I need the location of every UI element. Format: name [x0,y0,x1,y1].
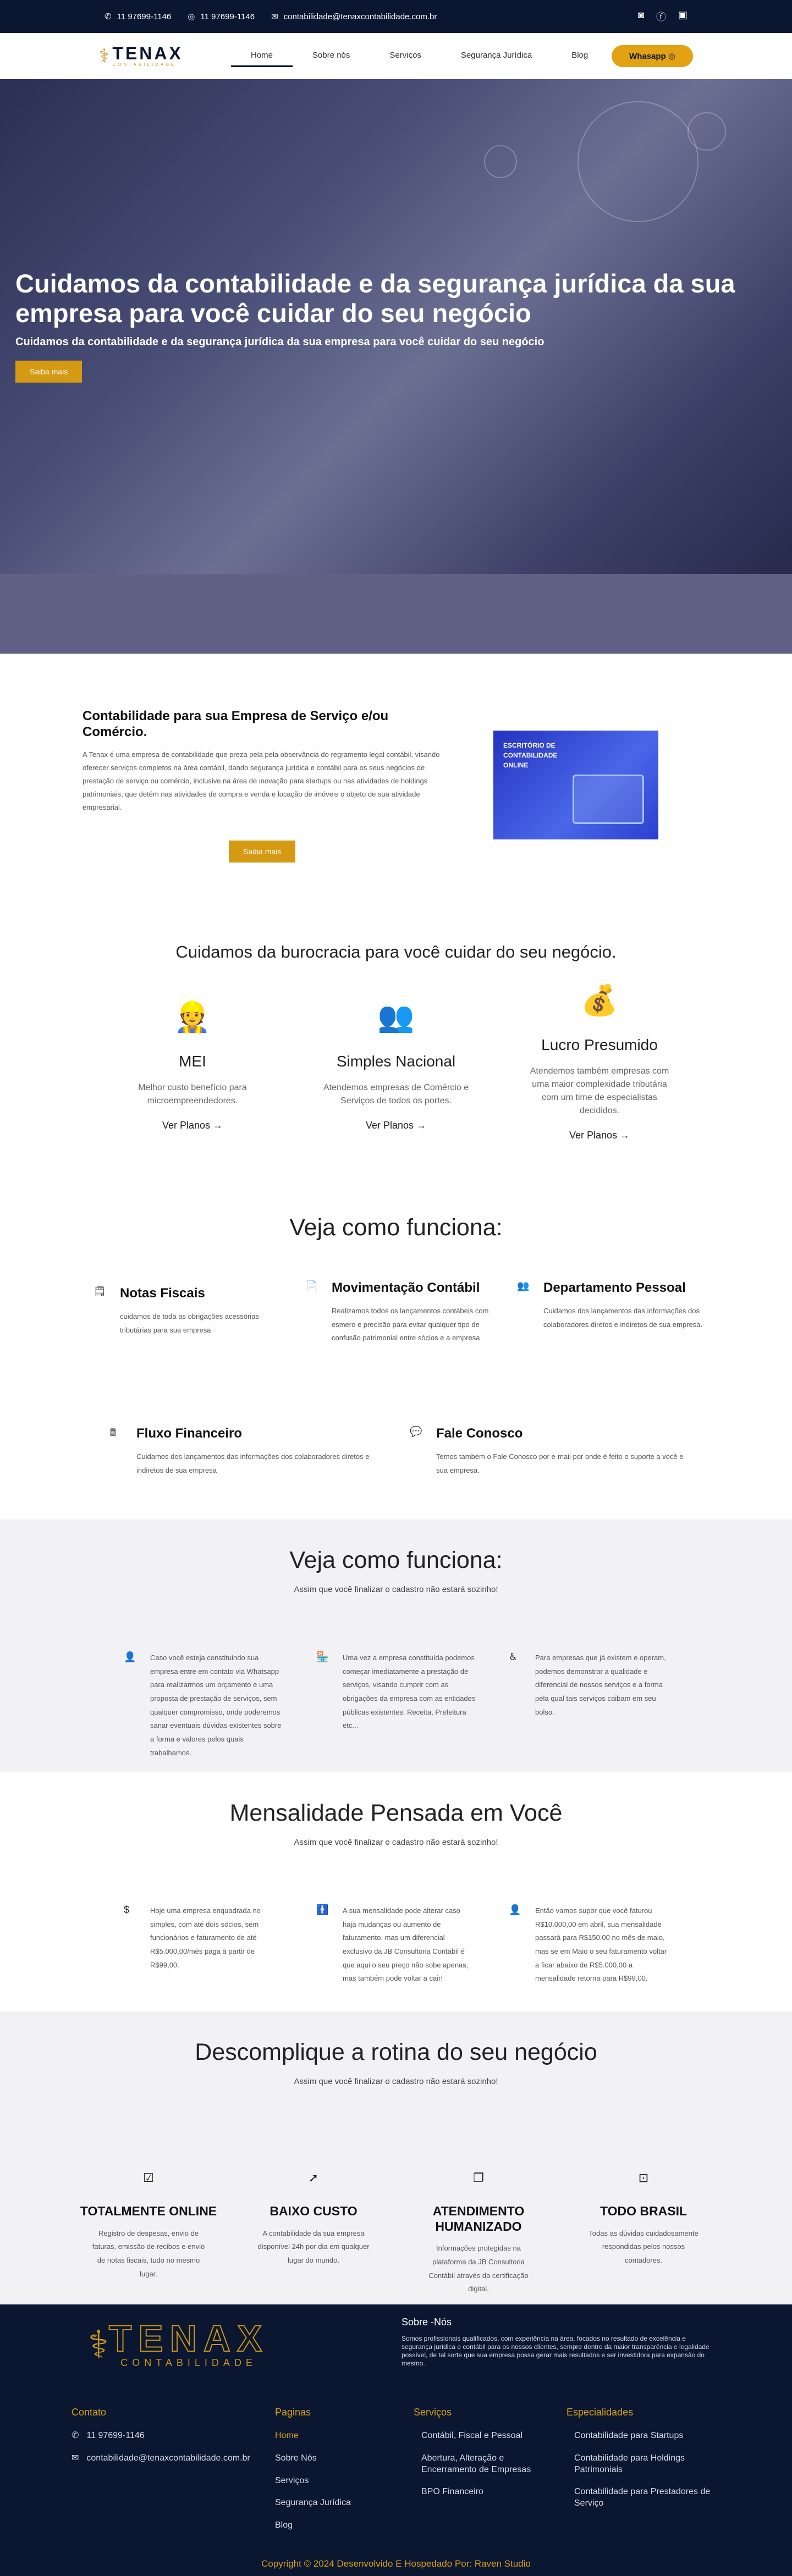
footer-especialidades [566,2407,726,2520]
rotina-item-title: BAIXO CUSTO [270,2204,358,2218]
caduceus-icon: ⚕ [88,2323,109,2366]
hero-saiba-mais-button[interactable]: Saiba mais [15,361,82,383]
plano-text: Atendemos empresas de Comércio e Serviços de todos os portes. [323,1083,469,1105]
footer-servico-link[interactable]: BPO Financeiro [421,2487,483,2497]
about-illustration [493,731,658,839]
feature-text: Cuidamos dos lançamentos das informações dos colaboradores diretos e indiretos de sua empresa. [543,1307,703,1329]
rotina-item [74,2171,223,2296]
feature-fluxo [110,1426,385,1477]
main-nav [0,33,792,79]
nav-menu [231,45,608,67]
rotina-item [569,2171,718,2296]
footer-phone[interactable] [72,2430,280,2442]
about-saiba-mais-button[interactable]: Saiba mais [229,841,295,863]
cadastro-item [124,1651,283,1760]
rotina-item-text: Registro de despesas, envio de faturas, emissão de recibos e envio de notas fiscais, tudo no mesmo lugar. [92,2229,205,2278]
feature-notas-fiscais [94,1286,280,1337]
rotina-list [0,2171,792,2296]
mensalidade-item [124,1904,283,1986]
footer-phone-text: 11 97699-1146 [86,2431,145,2440]
cursor-icon: ➚ [308,2171,319,2185]
mensalidade-list [0,1904,792,1986]
logo-sub: CONTABILIDADE [112,62,177,67]
envelope-icon: ✉ [72,2453,79,2463]
hero-decoration [484,145,517,178]
footer-servicos [414,2407,540,2509]
logo-name: TENAX [112,43,183,63]
about-title: Contabilidade para sua Empresa de Serviço e/ou Comércio. [82,709,389,739]
mensalidade-item-text: Então vamos supor que você faturou R$10.000,00 em abril, sua mensalidade passará para R$150,00 no mês de maio, mas se em Maio o seu faturamento voltar a ficar abaixo de R$5.000,00 a mensalidade retorna para R$99,00. [535,1906,667,1983]
feature-text: Temos também o Fale Conosco por e-mail por onde é feito o suporte a você e sua empresa. [436,1452,684,1474]
rotina-section [0,2011,792,2304]
note-icon: 🗒 [94,1286,106,1297]
footer-especialidades-title: Especialidades [566,2407,634,2418]
footer-link-blog[interactable]: Blog [275,2520,293,2530]
laptop-icon [573,775,644,824]
topbar-phone[interactable] [105,12,171,21]
whatsapp-icon: ◎ [668,51,675,61]
footer-servico-link[interactable]: Abertura, Alteração e Encerramento de Empresas [421,2453,531,2474]
feature-text: cuidamos de toda as obrigações acessórias tributárias para sua empresa [120,1312,259,1334]
nav-item-servicos[interactable]: Serviços [389,50,421,60]
phone-icon: ✆ [105,12,112,21]
dollar-icon: $ [124,1904,130,1915]
plano-card-lucro [509,983,690,1141]
funciona-section [0,1214,792,1519]
rotina-title: Descomplique a rotina do seu negócio [195,2039,597,2065]
feature-title: Fale Conosco [436,1426,523,1441]
plano-text: Atendemos também empresas com uma maior complexidade tributária com um time de especialistas decididos. [530,1066,669,1115]
footer [0,2304,792,2576]
rotina-item-title: TODO BRASIL [600,2204,688,2218]
user-edit-icon: 👤 [124,1651,136,1662]
caduceus-icon: ⚕ [99,45,109,67]
plano-text: Melhor custo benefício para microempreendedores. [138,1083,247,1105]
plano-title: Lucro Presumido [541,1036,658,1053]
footer-servicos-title: Serviços [414,2407,452,2418]
topbar-email[interactable] [271,12,437,21]
footer-especialidade-link[interactable]: Contabilidade para Holdings Patrimoniais [574,2453,685,2474]
mensalidade-item [509,1904,668,1986]
hero-decoration [688,112,726,151]
topbar-email-text: contabilidade@tenaxcontabilidade.com.br [283,12,437,21]
rotina-item [404,2171,553,2296]
hero-banner [0,79,792,574]
footer-about-title: Sobre -Nós [402,2317,452,2328]
plano-card-simples [305,1000,487,1141]
planos-title: Cuidamos da burocracia para você cuidar do seu negócio. [175,942,617,961]
cadastro-item-text: Uma vez a empresa constituída podemos começar imediatamente a prestação de serviços, visando cumprir com as obrigações da empresa com as entidades públicas existentes. Receita, Prefeitura etc... [343,1654,476,1730]
funciona-title: Veja como funciona: [289,1214,503,1241]
feature-text: Realizamos todos os lançamentos contábeis com esmero e precisão para evitar qualquer tipo de confusão patrimonial entre sócios e a empresa [332,1307,489,1342]
team-icon: 👥 [377,1000,415,1033]
footer-logo-name: TENAX [108,2318,269,2359]
footer-logo-sub: CONTABILIDADE [120,2357,257,2368]
footer-about-text: Somos profissionais qualificados, com experiência na área, focados no resultado de excelência e segurança jurídica e contábil para os nossos clientes, sempre dentro da maior transparência e legalidade possível, de tal sorte que sua empresa possa gerar mais resultados e ser investidora para expansão do mesmo. [402,2335,710,2367]
cash-register-icon: 🖩 [110,1427,116,1438]
money-icon: 💰 [581,984,618,1017]
ver-planos-link[interactable]: Ver Planos → [569,1130,630,1141]
mensalidade-title: Mensalidade Pensada em Você [229,1800,563,1826]
top-bar [0,0,792,33]
plano-title: MEI [179,1053,206,1070]
whatsapp-icon: ◎ [188,12,195,21]
mensalidade-subtitle: Assim que você finalizar o cadastro não estará sozinho! [294,1838,498,1847]
hero-content [15,269,752,383]
plano-title: Simples Nacional [336,1053,456,1070]
rotina-item-text: A contabilidade da sua empresa disponível 24h por dia em qualquer lugar do mundo. [257,2229,370,2264]
mensalidade-item [316,1904,476,1986]
planos-list [0,984,792,1141]
rotina-item-title: TOTALMENTE ONLINE [80,2204,217,2218]
nav-item-home[interactable]: Home [231,45,293,67]
footer-email[interactable] [72,2453,280,2464]
feature-fale-conosco [410,1426,685,1477]
checkbox-icon: ☑ [143,2171,154,2185]
footer-paginas-title: Paginas [275,2407,311,2418]
rotina-item-text: Todas as dúvidas cuidadosamente respondidas pelos nossos contadores. [588,2229,698,2264]
cadastro-section [0,1519,792,1772]
cadastro-item [509,1651,668,1760]
footer-especialidade-link[interactable]: Contabilidade para Startups [574,2431,684,2440]
hero-decoration [578,101,698,222]
cadastro-list [0,1651,792,1760]
footer-link-sobre[interactable]: Sobre Nós [275,2453,317,2463]
person-icon: 🚹 [316,1904,329,1915]
envelope-icon: ✉ [271,12,278,21]
users-icon: 👥 [517,1280,530,1291]
feature-movimentacao [305,1280,492,1345]
mensalidade-item-text: A sua mensalidade pode alterar caso haja mudanças ou aumento de faturamento, mas um diferencial exclusivo da JB Consultoria Contábil é que aqui o seu preço não sobe apenas, mas também pode voltar a cair! [343,1906,469,1983]
chalkboard-icon: ⊡ [638,2171,649,2185]
store-icon: 🏪 [316,1651,329,1662]
whatsapp-button[interactable] [612,45,693,67]
rotina-subtitle: Assim que você finalizar o cadastro não estará sozinho! [294,2077,498,2086]
plano-card-mei [102,1000,283,1141]
about-text: A Tenax é uma empresa de contabilidade que preza pela pela observância do regramento legal contábil, visando oferecer serviços completos na área contábil, dando segurança jurídica e contábil para os seus negócios de prestação de serviço ou comércio, inclusive na área de inovação para startups ou nas atividades de holdings patrimoniais, que detém nas atividades de compra e venda e locação de imóveis o objeto de sua atividade empresarial. [82,750,440,811]
footer-link-seguranca[interactable]: Segurança Jurídica [275,2498,351,2508]
user-check-icon: 👤 [509,1904,521,1915]
ver-planos-link[interactable]: Ver Planos → [365,1120,427,1131]
footer-contato [72,2407,280,2475]
footer-servico-link[interactable]: Contábil, Fiscal e Pessoal [421,2431,523,2440]
footer-email-text: contabilidade@tenaxcontabilidade.com.br [86,2453,250,2463]
logo[interactable] [99,45,209,67]
rotina-item-text: Informações protegidas na plataforma da JB Consultoria Contábil através da certificação digital. [428,2244,529,2293]
rotina-item-title: ATENDIMENTO HUMANIZADO [432,2204,525,2234]
feature-departamento [517,1280,704,1331]
phone-icon: ✆ [72,2431,79,2440]
planos-section [0,906,792,1214]
footer-link-servicos[interactable]: Serviços [275,2475,309,2485]
about-image-text: ESCRITÓRIO DE CONTABILIDADE ONLINE [503,742,558,769]
nav-item-blog[interactable]: Blog [571,50,588,60]
facebook-icon[interactable]: ⓕ [656,12,666,23]
worker-icon: 👷 [174,1000,211,1033]
social-links [638,9,688,24]
topbar-whatsapp-text: 11 97699-1146 [200,12,255,21]
cadastro-title: Veja como funciona: [289,1547,503,1573]
cadastro-item [316,1651,476,1760]
cadastro-item-text: Para empresas que já existem e operam, podemos demonstrar a qualidade e diferencial de nossos serviços e a forma pela qual tais serviços caibam em seu bolso. [535,1654,666,1716]
footer-contato-title: Contato [72,2407,107,2418]
topbar-whatsapp[interactable] [188,12,255,21]
footer-link-home[interactable]: Home [275,2431,299,2440]
footer-logo [88,2320,268,2369]
nav-item-seguranca[interactable]: Segurança Jurídica [460,50,532,60]
feature-title: Fluxo Financeiro [136,1426,243,1441]
accessibility-icon: ♿ [509,1651,518,1662]
mensalidade-item-text: Hoje uma empresa enquadrada no simples, com até dois sócios, sem funcionários e faturamento de até R$5.000,00/mês paga à partir de R$99,00. [150,1906,261,1969]
file-icon: 📄 [305,1280,318,1291]
nav-item-sobre[interactable]: Sobre nós [312,50,350,60]
instagram-icon[interactable]: ◙ [638,9,644,20]
feature-title: Movimentação Contábil [332,1280,480,1295]
mensalidade-section [0,1772,792,2011]
feature-title: Departamento Pessoal [543,1280,686,1295]
copy-icon: ❐ [473,2171,484,2185]
linkedin-icon[interactable]: ▣ [678,9,688,20]
whatsapp-button-label: Whasapp [629,51,666,61]
rotina-item [239,2171,388,2296]
about-section [0,654,792,906]
cadastro-subtitle: Assim que você finalizar o cadastro não estará sozinho! [294,1585,498,1594]
feature-title: Notas Fiscais [120,1286,205,1301]
hero-band [0,574,792,654]
hero-title: Cuidamos da contabilidade e da segurança jurídica da sua empresa para você cuidar do seu negócio [15,269,735,328]
footer-paginas [275,2407,385,2542]
chat-icon: 💬 [410,1426,422,1437]
hero-subtitle: Cuidamos da contabilidade e da segurança jurídica da sua empresa para você cuidar do seu negócio [15,336,544,349]
about-content [82,709,440,863]
footer-about [402,2317,710,2368]
feature-text: Cuidamos dos lançamentos das informações dos colaboradores diretos e indiretos de sua empresa [136,1452,370,1474]
cadastro-item-text: Caso você esteja constituindo sua empresa entre em contato via Whatsapp para realizarmos um orçamento e uma proposta de prestação de serviços, sem qualquer compromisso, onde poderemos sanar eventuais dúvidas existentes sobre a forma e valores pelos quais trabalhamos. [150,1654,282,1757]
footer-especialidade-link[interactable]: Contabilidade para Prestadores de Serviço [574,2487,711,2508]
ver-planos-link[interactable]: Ver Planos → [162,1120,223,1131]
copyright: Copyright © 2024 Desenvolvido E Hospedado Por: Raven Studio [261,2558,531,2569]
topbar-phone-text: 11 97699-1146 [117,12,172,21]
